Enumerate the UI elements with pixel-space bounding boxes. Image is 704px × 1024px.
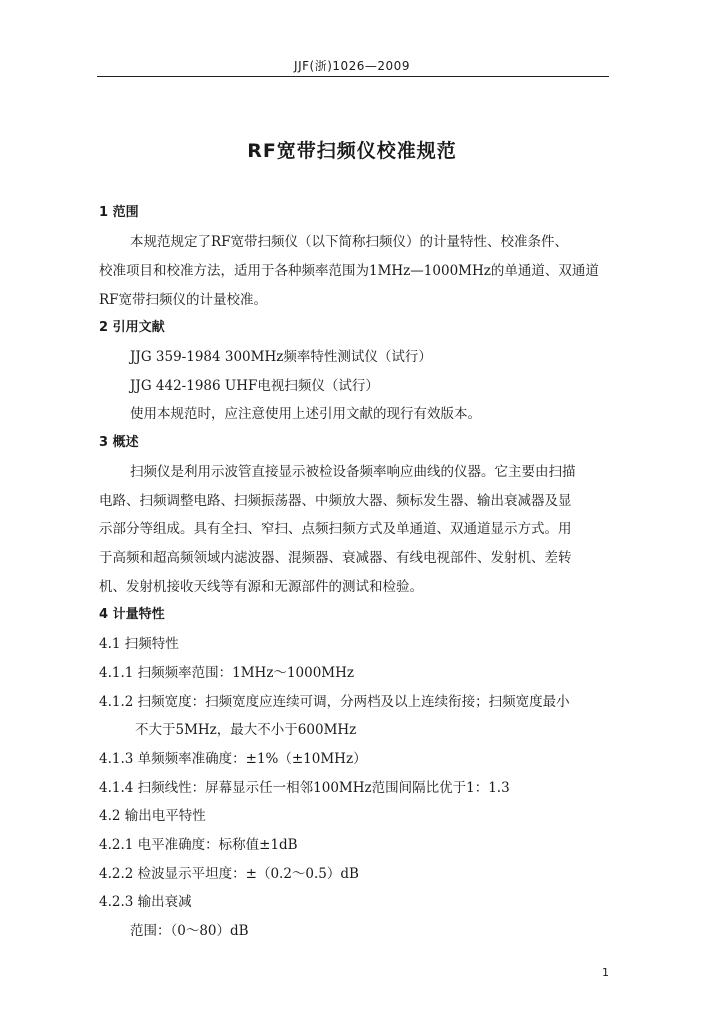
- clause-line: 范围：（0～80）dB: [130, 923, 249, 939]
- section-heading-4: 4 计量特性: [99, 607, 165, 622]
- clause-line: 4.2.1 电平准确度：标称值±1dB: [99, 837, 298, 853]
- reference-item: JJG 442-1986 UHF电视扫频仪（试行）: [130, 378, 379, 394]
- clause-line: 不大于5MHz，最大不小于600MHz: [135, 722, 357, 738]
- paragraph-line: 于高频和超高频领域内滤波器、混频器、衰减器、有线电视部件、发射机、差转: [99, 550, 572, 566]
- paragraph-line: 扫频仪是利用示波管直接显示被检设备频率响应曲线的仪器。它主要由扫描: [130, 464, 576, 480]
- page-number: 1: [602, 966, 609, 979]
- standard-number: JJF(浙)1026—2009: [294, 59, 410, 73]
- section-heading-1: 1 范围: [99, 205, 139, 220]
- paragraph-line: 机、发射机接收天线等有源和无源部件的测试和检验。: [99, 579, 423, 595]
- clause-line: 4.2.3 输出衰减: [99, 894, 192, 910]
- clause-line: 4.1.4 扫频线性：屏幕显示任一相邻100MHz范围间隔比优于1：1.3: [99, 780, 510, 796]
- paragraph-line: 使用本规范时，应注意使用上述引用文献的现行有效版本。: [130, 406, 481, 422]
- subsection-heading: 4.2 输出电平特性: [99, 808, 206, 824]
- subsection-heading: 4.1 扫频特性: [99, 636, 179, 652]
- clause-line: 4.2.2 检波显示平坦度：±（0.2～0.5）dB: [99, 866, 359, 882]
- reference-item: JJG 359-1984 300MHz频率特性测试仪（试行）: [130, 349, 432, 365]
- paragraph-line: 校准项目和校准方法，适用于各种频率范围为1MHz—1000MHz的单通道、双通道: [99, 263, 599, 279]
- clause-line: 4.1.2 扫频宽度：扫频宽度应连续可调，分两档及以上连续衔接；扫频宽度最小: [99, 694, 570, 710]
- paragraph-line: RF宽带扫频仪的计量校准。: [99, 292, 268, 308]
- paragraph-line: 电路、扫频调整电路、扫频振荡器、中频放大器、频标发生器、输出衰减器及显: [99, 493, 572, 509]
- header-rule: [97, 76, 609, 77]
- paragraph-line: 本规范规定了RF宽带扫频仪（以下简称扫频仪）的计量特性、校准条件、: [130, 234, 569, 250]
- clause-line: 4.1.3 单频频率准确度：±1%（±10MHz）: [99, 751, 367, 767]
- document-title: RF宽带扫频仪校准规范: [247, 140, 457, 162]
- paragraph-line: 示部分等组成。具有全扫、窄扫、点频扫频方式及单通道、双通道显示方式。用: [99, 521, 572, 537]
- section-heading-3: 3 概述: [99, 435, 139, 450]
- section-heading-2: 2 引用文献: [99, 320, 165, 335]
- clause-line: 4.1.1 扫频频率范围：1MHz～1000MHz: [99, 665, 355, 681]
